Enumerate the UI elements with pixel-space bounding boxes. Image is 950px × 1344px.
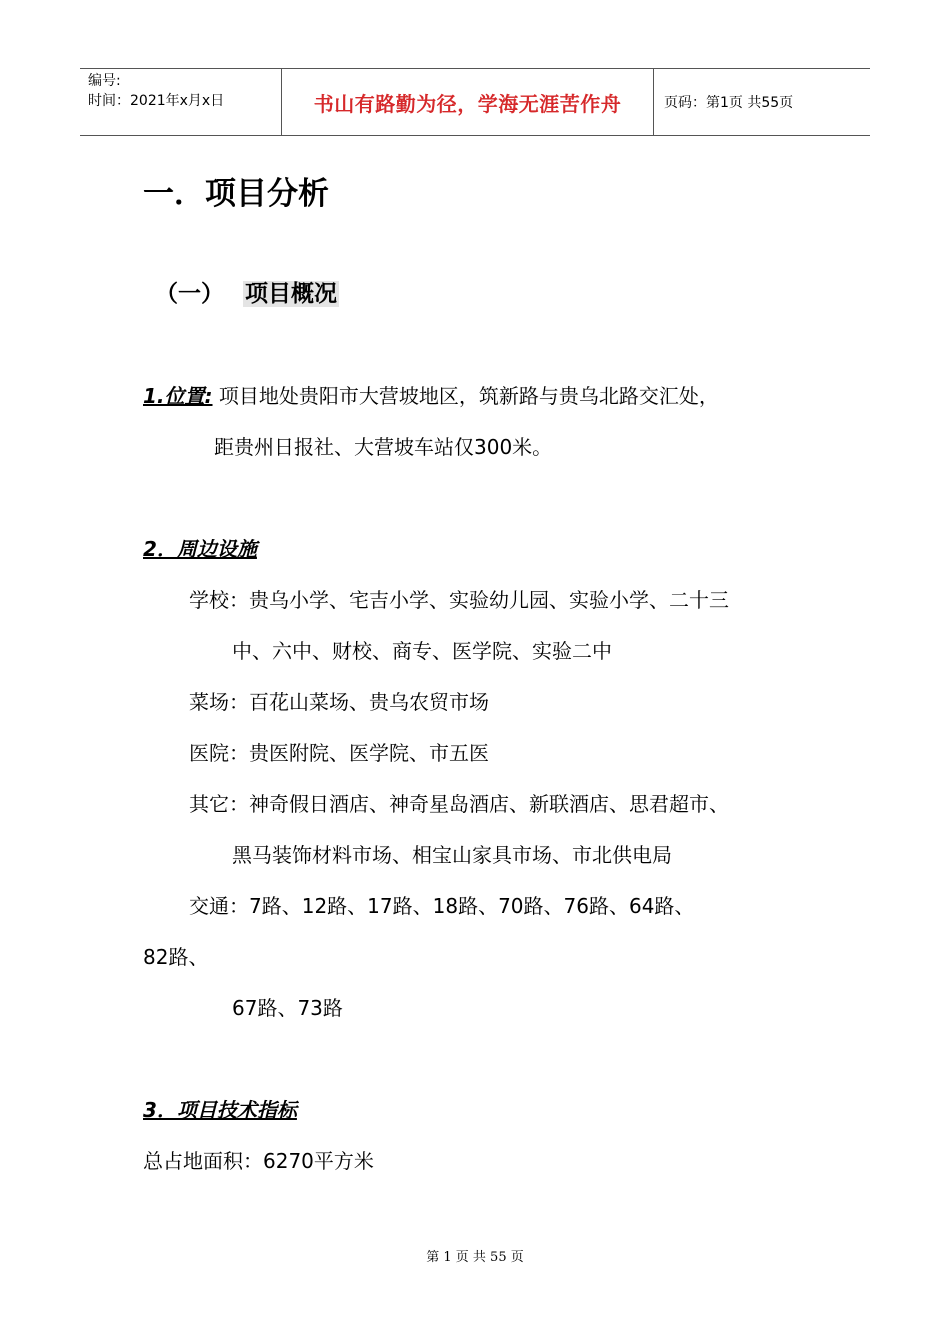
location-label: 1.位置: [143, 384, 213, 408]
traffic-line: 交通：7路、12路、17路、18路、70路、76路、64路、 [189, 894, 695, 918]
others-line-2: 黑马装饰材料市场、相宝山家具市场、市北供电局 [232, 843, 672, 867]
chapter-heading: 一．项目分析 [143, 176, 329, 212]
schools-line-2: 中、六中、财校、商专、医学院、实验二中 [232, 639, 612, 663]
tech-indicators-label: 3．项目技术指标 [143, 1098, 297, 1122]
markets-line: 菜场：百花山菜场、贵乌农贸市场 [189, 690, 489, 714]
location-text: 项目地处贵阳市大营坡地区，筑新路与贵乌北路交汇处， [212, 384, 719, 408]
section-heading [155, 275, 339, 308]
section-title: 项目概况 [245, 281, 337, 307]
header-motto-cell [282, 69, 654, 135]
header-page-info [654, 69, 870, 135]
section-number: （一） [155, 281, 224, 307]
page-footer: 第 1 页 共 55 页 [426, 1250, 524, 1265]
traffic-line-3: 67路、73路 [232, 996, 343, 1020]
header-meta [80, 69, 282, 135]
traffic-line-2: 82路、 [143, 945, 209, 969]
page-info: 页码：第1页 共55页 [664, 95, 794, 111]
page-header [80, 68, 870, 136]
motto: 书山有路勤为径，学海无涯苦作舟 [313, 91, 622, 116]
location-paragraph [143, 380, 719, 409]
hospitals-line: 医院：贵医附院、医学院、市五医 [189, 741, 489, 765]
facilities-label: 2．周边设施 [143, 537, 257, 561]
number-label: 编号: [88, 73, 121, 89]
location-text-2: 距贵州日报社、大营坡车站仅300米。 [214, 435, 553, 459]
total-area-line: 总占地面积：6270平方米 [143, 1149, 374, 1173]
schools-line: 学校：贵乌小学、宅吉小学、实验幼儿园、实验小学、二十三 [189, 588, 729, 612]
time-label: 时间：2021年x月x日 [88, 93, 225, 109]
others-line: 其它：神奇假日酒店、神奇星岛酒店、新联酒店、思君超市、 [189, 792, 729, 816]
